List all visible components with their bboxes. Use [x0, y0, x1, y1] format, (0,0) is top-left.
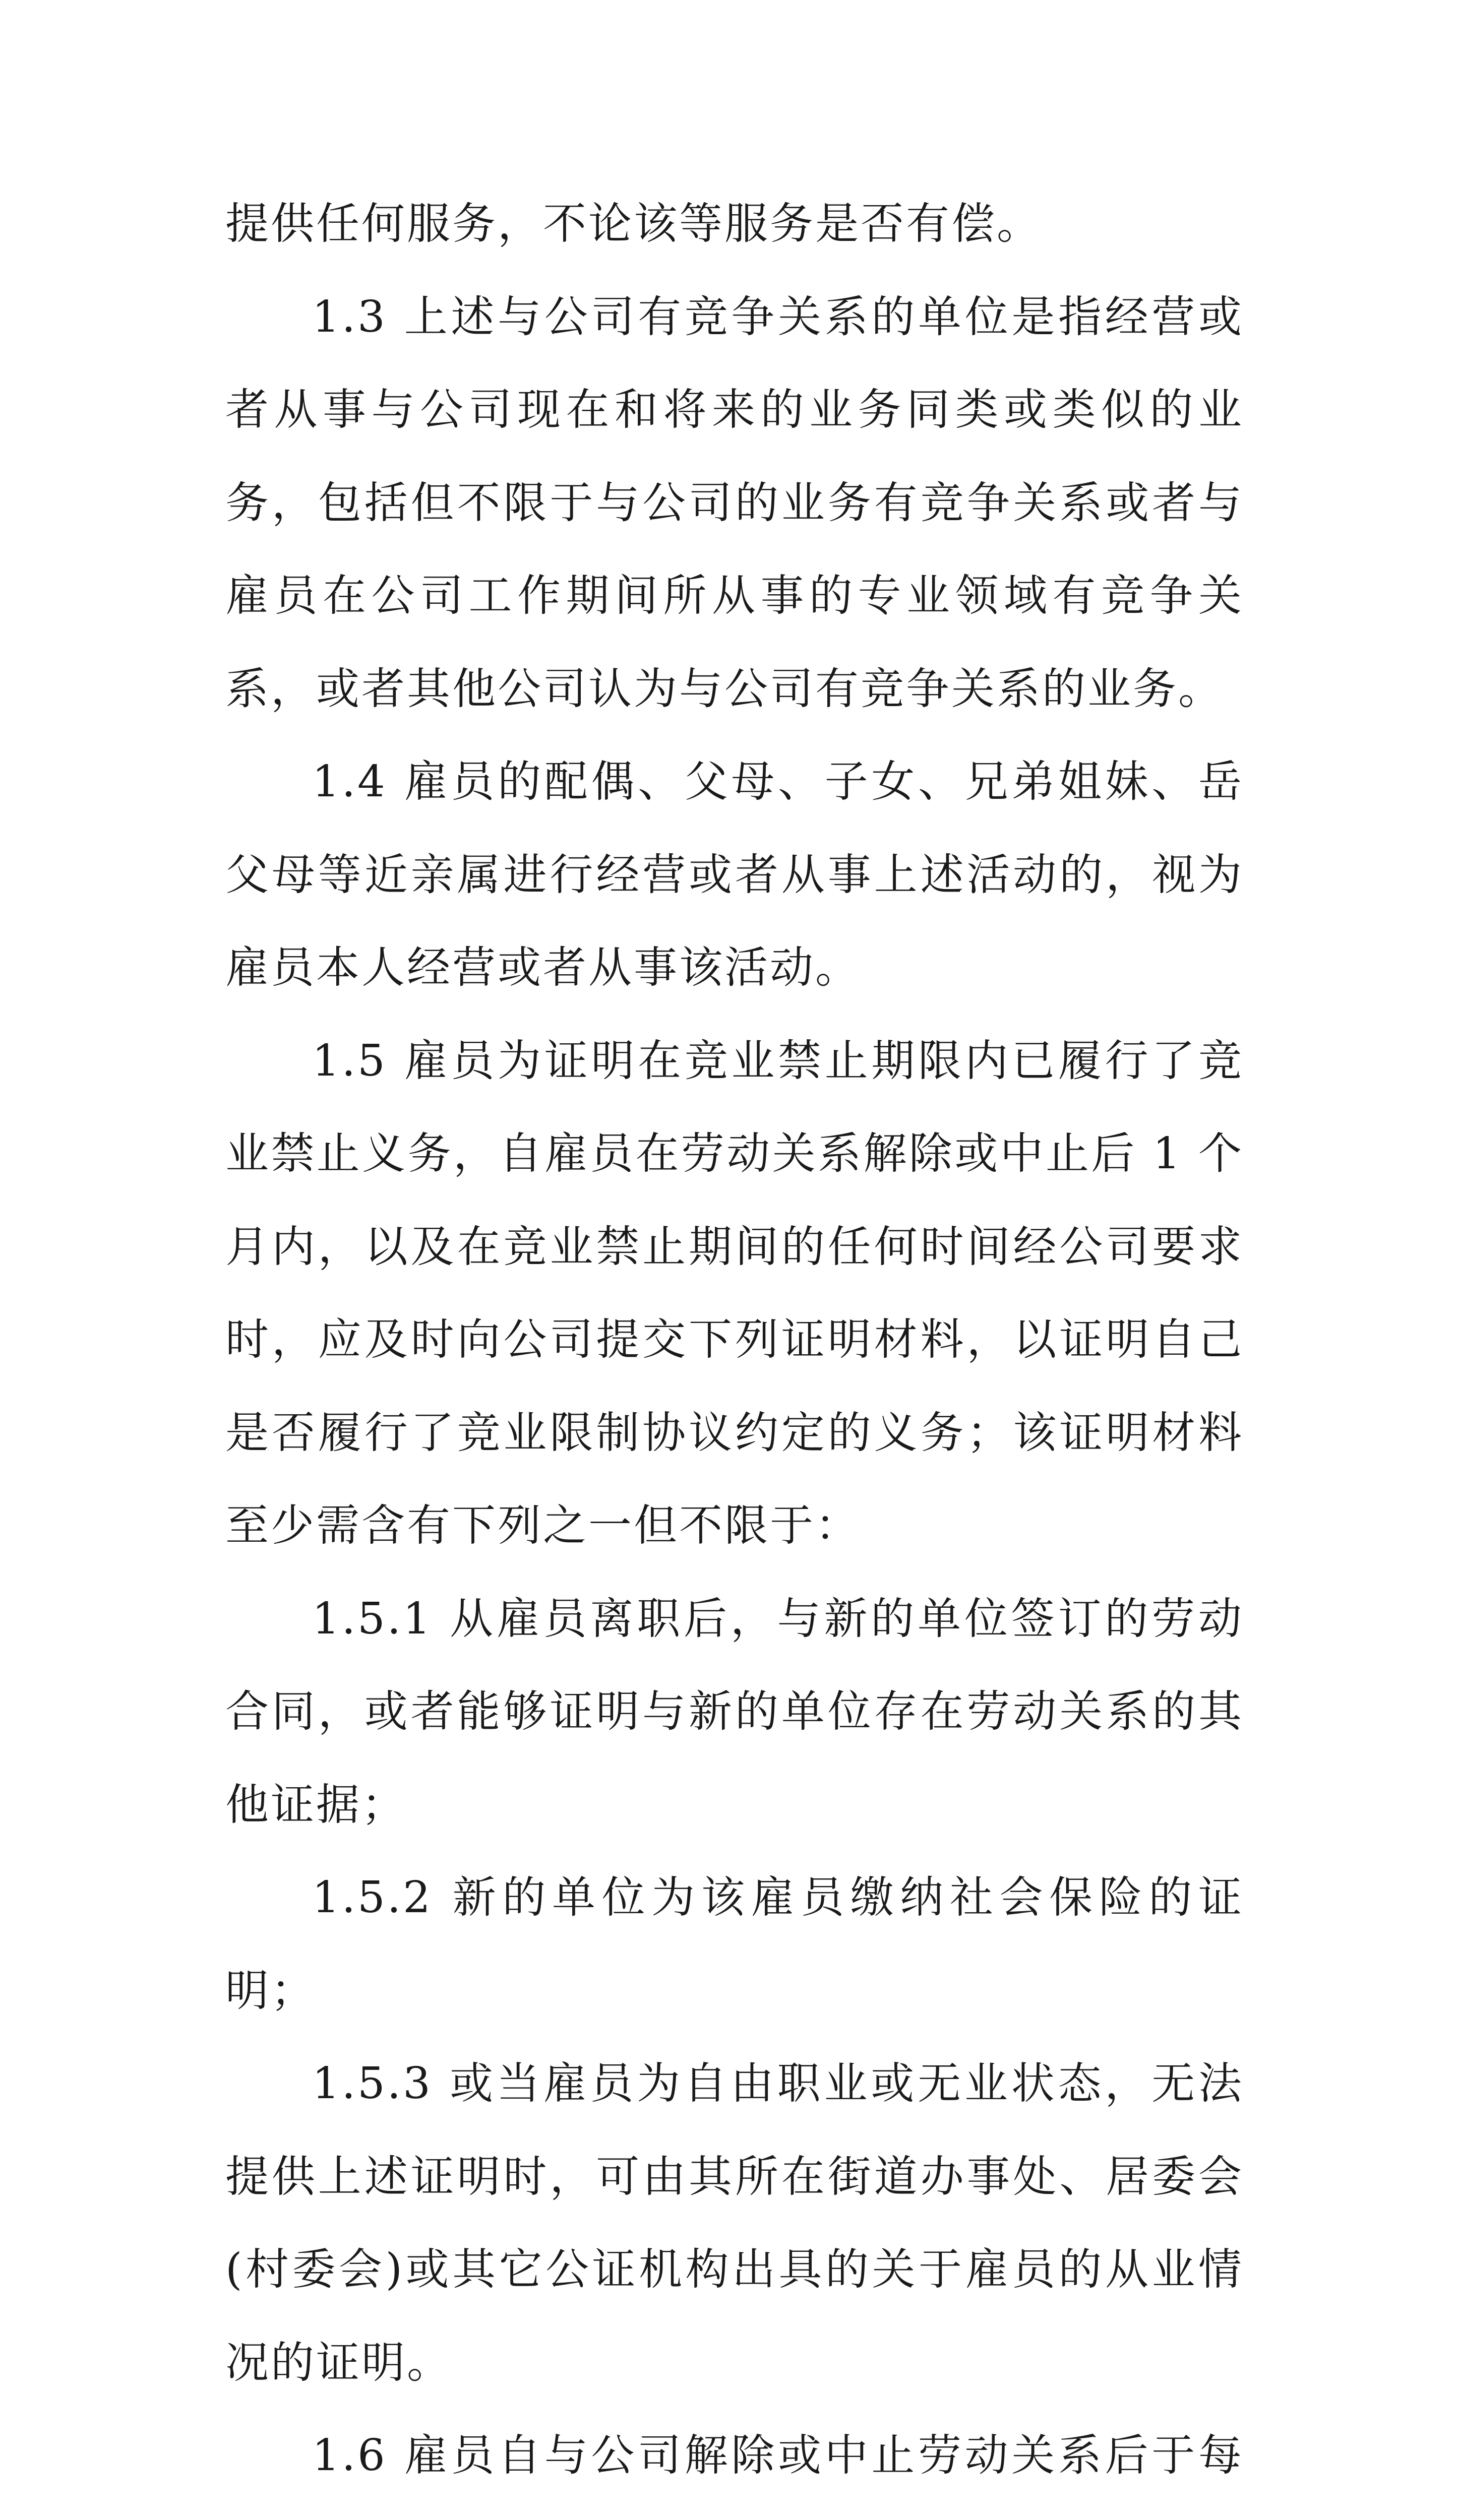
paragraph-1-5-1: 1.5.1 从雇员离职后，与新的单位签订的劳动合同，或者能够证明与新的单位存在劳动关系的其他证据；	[225, 1593, 1244, 1830]
paragraph-1-5-3: 1.5.3 或当雇员为自由职业或无业状态，无法提供上述证明时，可由其所在街道办事处、居委会(村委会)或其它公证机构出具的关于雇员的从业情况的证明。	[225, 2058, 1244, 2388]
paragraph-1-4: 1.4 雇员的配偶、父母、子女、兄弟姐妹、岳父母等近亲属进行经营或者从事上述活动的，视为雇员本人经营或者从事该活动。	[225, 757, 1244, 993]
paragraph-1-6: 1.6 雇员自与公司解除或中止劳动关系后于每	[312, 2430, 1244, 2481]
paragraph-1-3: 1.3 上述与公司有竞争关系的单位是指经营或者从事与公司现在和将来的业务同类或类似的业务，包括但不限于与公司的业务有竞争关系或者与雇员在公司工作期间所从事的专业领域有竞争关系，或者其他公司认为与公司有竞争关系的业务。	[225, 291, 1244, 714]
paragraph-1-5-2: 1.5.2 新的单位为该雇员缴纳社会保险的证明；	[225, 1872, 1244, 2016]
document-body	[225, 177, 1244, 2520]
paragraph-1-5: 1.5 雇员为证明在竞业禁止期限内已履行了竞业禁止义务，自雇员在劳动关系解除或中止后 1 个月内，以及在竞业禁止期间的任何时间经公司要求时，应及时向公司提交下列证明材料，以证明自己是否履行了竞业限制协议约定的义务；该证明材料至少需含有下列之一但不限于：	[225, 1035, 1244, 1551]
paragraph-service-continuation: 提供任何服务，不论该等服务是否有偿。	[225, 199, 1042, 249]
